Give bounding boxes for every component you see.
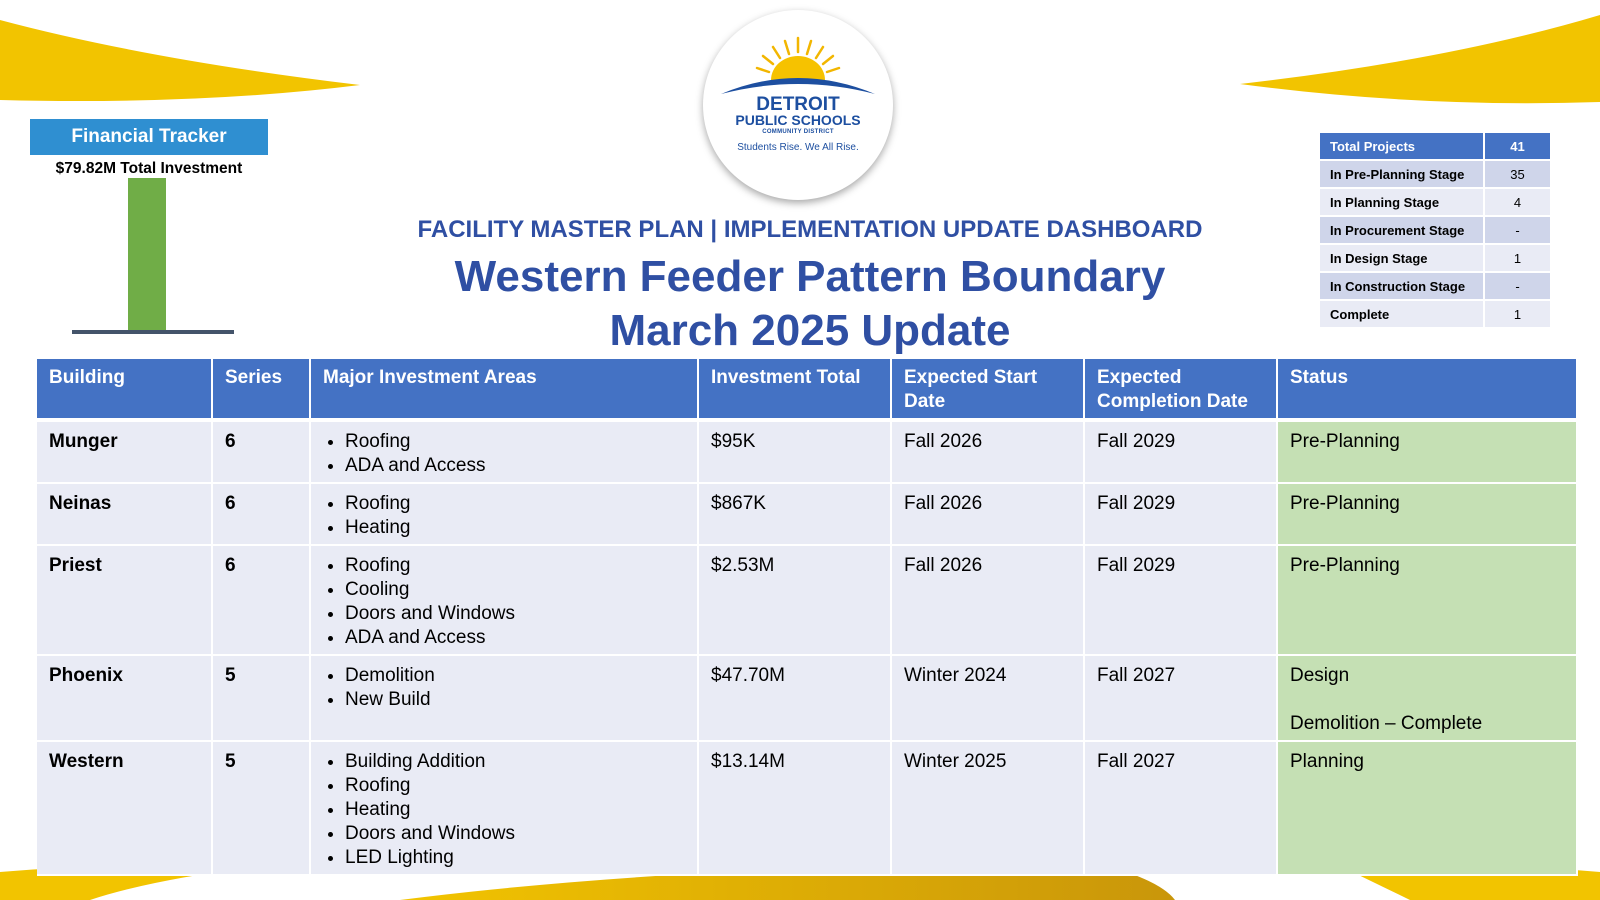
status-text: Planning xyxy=(1290,751,1364,772)
stats-label: In Procurement Stage xyxy=(1320,217,1485,245)
stats-row xyxy=(1320,161,1552,189)
stats-label: In Construction Stage xyxy=(1320,273,1485,301)
page-title xyxy=(300,250,1320,358)
area-item: • Roofing xyxy=(345,554,685,578)
stats-value: 1 xyxy=(1485,245,1552,273)
cell-series: 6 xyxy=(213,422,311,484)
area-item: • New Build xyxy=(345,688,685,712)
area-item: • Cooling xyxy=(345,578,685,602)
area-item: • ADA and Access xyxy=(345,626,685,650)
projects-table xyxy=(37,359,1578,876)
cell-start: Fall 2026 xyxy=(892,484,1085,546)
stats-row xyxy=(1320,189,1552,217)
status-text: Design xyxy=(1290,665,1350,686)
col-header-series: Series xyxy=(213,359,311,422)
cell-investment: $2.53M xyxy=(699,546,892,656)
cell-investment: $867K xyxy=(699,484,892,546)
stats-row xyxy=(1320,217,1552,245)
table-row xyxy=(37,742,1578,876)
cell-status xyxy=(1278,742,1578,876)
cell-areas xyxy=(311,546,699,656)
cell-status xyxy=(1278,422,1578,484)
table-row xyxy=(37,422,1578,484)
stats-label: Complete xyxy=(1320,301,1485,329)
stats-label: In Planning Stage xyxy=(1320,189,1485,217)
table-row xyxy=(37,656,1578,742)
cell-investment: $95K xyxy=(699,422,892,484)
area-item: • Building Addition xyxy=(345,750,685,774)
cell-completion: Fall 2029 xyxy=(1085,546,1278,656)
cell-building: Munger xyxy=(37,422,213,484)
stats-value: 1 xyxy=(1485,301,1552,329)
page-title-line1: Western Feeder Pattern Boundary xyxy=(454,252,1166,301)
cell-building: Priest xyxy=(37,546,213,656)
area-item: • Roofing xyxy=(345,492,685,516)
stats-row xyxy=(1320,301,1552,329)
table-header-row xyxy=(37,359,1578,422)
stats-value: 35 xyxy=(1485,161,1552,189)
chart-baseline xyxy=(72,330,234,334)
cell-series: 5 xyxy=(213,656,311,742)
cell-start: Winter 2025 xyxy=(892,742,1085,876)
area-item: • LED Lighting xyxy=(345,846,685,870)
cell-completion: Fall 2027 xyxy=(1085,656,1278,742)
stats-label: In Pre-Planning Stage xyxy=(1320,161,1485,189)
cell-status xyxy=(1278,546,1578,656)
area-item: • Roofing xyxy=(345,430,685,454)
col-header-areas: Major Investment Areas xyxy=(311,359,699,422)
cell-start: Fall 2026 xyxy=(892,546,1085,656)
dashboard-subtitle: FACILITY MASTER PLAN | IMPLEMENTATION UPDATE DASHBOARD xyxy=(417,216,1203,243)
dpscd-logo xyxy=(703,10,893,200)
col-header-start: Expected Start Date xyxy=(892,359,1085,422)
cell-completion: Fall 2029 xyxy=(1085,484,1278,546)
status-text: Pre-Planning xyxy=(1290,431,1400,452)
cell-areas xyxy=(311,422,699,484)
page-title-line2: March 2025 Update xyxy=(609,306,1011,355)
col-header-status: Status xyxy=(1278,359,1578,422)
area-item: • Demolition xyxy=(345,664,685,688)
stats-value: 4 xyxy=(1485,189,1552,217)
logo-name-line1: DETROIT xyxy=(756,94,840,115)
cell-series: 5 xyxy=(213,742,311,876)
stats-row xyxy=(1320,245,1552,273)
cell-investment: $13.14M xyxy=(699,742,892,876)
col-header-investment: Investment Total xyxy=(699,359,892,422)
cell-start: Winter 2024 xyxy=(892,656,1085,742)
area-item: • Heating xyxy=(345,516,685,540)
stats-value: - xyxy=(1485,273,1552,301)
table-row xyxy=(37,484,1578,546)
status-text: Pre-Planning xyxy=(1290,493,1400,514)
status-text: Pre-Planning xyxy=(1290,555,1400,576)
stats-label: Total Projects xyxy=(1320,133,1485,161)
logo-name-line3: COMMUNITY DISTRICT xyxy=(762,129,834,135)
cell-series: 6 xyxy=(213,546,311,656)
stats-row xyxy=(1320,273,1552,301)
status-note: Demolition – Complete xyxy=(1290,713,1483,734)
area-item: • Doors and Windows xyxy=(345,602,685,626)
chart-bar-total-investment xyxy=(128,178,166,330)
cell-areas xyxy=(311,484,699,546)
cell-building: Neinas xyxy=(37,484,213,546)
cell-completion: Fall 2027 xyxy=(1085,742,1278,876)
stats-value: 41 xyxy=(1485,133,1552,161)
cell-status xyxy=(1278,656,1578,742)
cell-series: 6 xyxy=(213,484,311,546)
area-item: • Roofing xyxy=(345,774,685,798)
cell-completion: Fall 2029 xyxy=(1085,422,1278,484)
project-stats-table xyxy=(1320,133,1552,329)
cell-building: Phoenix xyxy=(37,656,213,742)
col-header-building: Building xyxy=(37,359,213,422)
cell-building: Western xyxy=(37,742,213,876)
area-item: • Doors and Windows xyxy=(345,822,685,846)
financial-tracker-chart xyxy=(70,178,240,338)
stats-value: - xyxy=(1485,217,1552,245)
logo-name-line2: PUBLIC SCHOOLS xyxy=(735,112,861,128)
table-row xyxy=(37,546,1578,656)
financial-tracker-label: Financial Tracker xyxy=(30,119,268,155)
stats-row xyxy=(1320,133,1552,161)
financial-tracker-total: $79.82M Total Investment xyxy=(55,160,243,177)
cell-investment: $47.70M xyxy=(699,656,892,742)
area-item: • Heating xyxy=(345,798,685,822)
cell-status xyxy=(1278,484,1578,546)
logo-tagline: Students Rise. We All Rise. xyxy=(737,142,859,153)
area-item: • ADA and Access xyxy=(345,454,685,478)
cell-start: Fall 2026 xyxy=(892,422,1085,484)
stats-label: In Design Stage xyxy=(1320,245,1485,273)
cell-areas xyxy=(311,742,699,876)
cell-areas xyxy=(311,656,699,742)
col-header-completion: Expected Completion Date xyxy=(1085,359,1278,422)
